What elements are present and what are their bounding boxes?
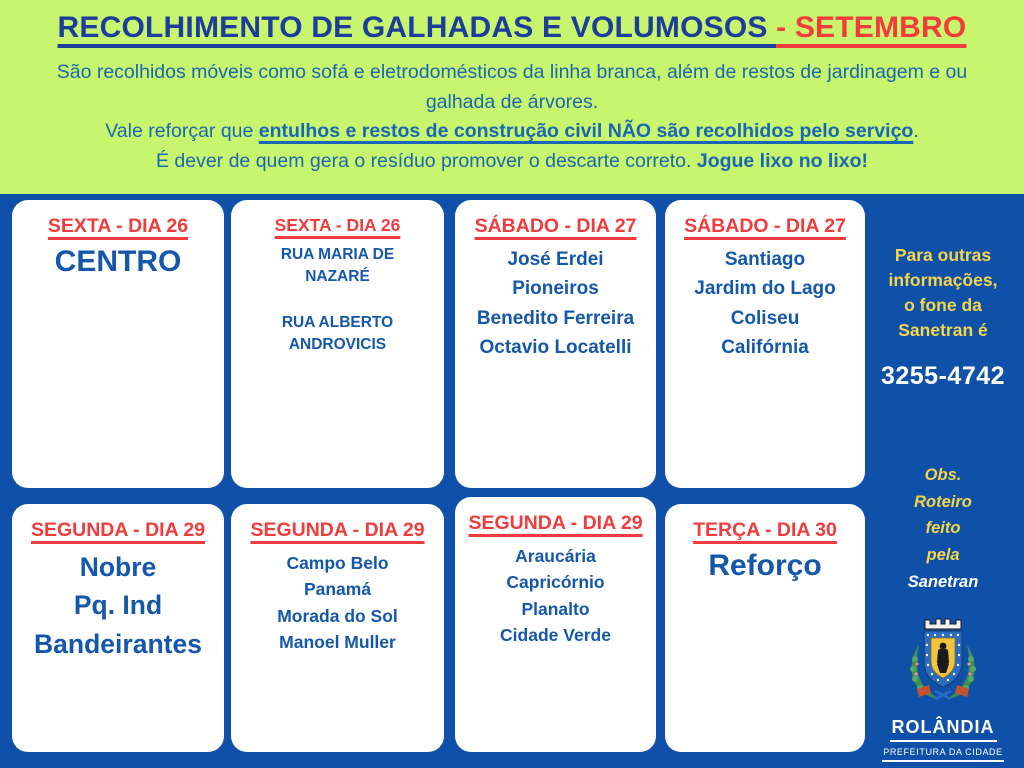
info-sidebar [862, 194, 1024, 768]
schedule-card-sexta-centro [12, 200, 224, 488]
schedule-card-sabado-2 [665, 200, 865, 488]
area-line: Manoel Muller [279, 631, 396, 652]
area-line: Octavio Locatelli [479, 337, 632, 359]
obs-line: Obs. [924, 466, 962, 484]
page-title [0, 11, 1024, 45]
header-description [32, 58, 992, 177]
card-areas [665, 245, 865, 363]
area-line: Bandeirantes [34, 628, 202, 659]
area-line: Benedito Ferreira [476, 307, 635, 329]
area-line: Santiago [724, 249, 806, 270]
area-line: Campo Belo [286, 553, 389, 573]
area-line: Morada do Sol [277, 605, 398, 626]
info-line: o fone da [904, 294, 982, 315]
city-name: ROLÂNDIA [890, 717, 997, 742]
card-day-label: SEGUNDA - DIA 29 [30, 519, 206, 541]
area-line: Califórnia [721, 337, 809, 359]
obs-line: feito [925, 519, 961, 538]
card-day-label: SEXTA - DIA 26 [47, 215, 189, 237]
area-line: Cidade Verde [500, 624, 611, 645]
area-line: José Erdei [507, 249, 604, 270]
area-line: Jardim do Lago [694, 278, 836, 300]
area-line: Planalto [521, 598, 590, 619]
obs-org-name: Sanetran [907, 572, 979, 591]
area-line: CENTRO [54, 245, 182, 278]
city-signature [862, 717, 1024, 762]
rolandia-coat-of-arms-icon [905, 615, 981, 709]
area-line: Coliseu [730, 307, 800, 329]
duty-text [32, 147, 992, 177]
card-areas [231, 244, 444, 356]
schedule-card-segunda-2 [231, 504, 444, 752]
card-areas [455, 245, 656, 363]
notice-emphasis: entulhos e restos de construção civil NÃO são recolhidos pelo serviço [258, 120, 914, 143]
area-line: Pioneiros [512, 278, 599, 300]
area-line: Nobre [79, 552, 157, 582]
card-day-label: SÁBADO - DIA 27 [684, 215, 846, 237]
area-line: RUA ALBERTO ANDROVICIS [281, 314, 394, 353]
notice-text [32, 117, 992, 147]
card-areas [455, 543, 656, 648]
notice-prefix: Vale reforçar que [105, 120, 259, 143]
area-line: Araucária [515, 546, 596, 566]
city-subtitle: PREFEITURA DA CIDADE [882, 746, 1004, 762]
obs-line: Roteiro [914, 492, 972, 511]
card-areas [12, 245, 224, 279]
area-line: Capricórnio [506, 572, 605, 593]
schedule-card-terca [665, 504, 865, 752]
card-day-label: SEGUNDA - DIA 29 [250, 519, 425, 541]
card-day-label: TERÇA - DIA 30 [693, 519, 837, 541]
duty-prefix: É dever de quem gera o resíduo promover o descarte correto. [155, 149, 697, 172]
sanetran-info-text [866, 243, 1020, 342]
card-day-label: SEXTA - DIA 26 [274, 215, 401, 235]
card-areas [231, 550, 444, 655]
area-line: RUA MARIA DE NAZARÉ [280, 246, 395, 285]
obs-note [862, 462, 1024, 596]
info-line: informações, [888, 269, 998, 290]
card-day-label: SÁBADO - DIA 27 [474, 215, 637, 237]
obs-line: pela [926, 546, 960, 565]
schedule-card-segunda-3 [455, 497, 656, 752]
schedule-card-segunda-1 [12, 504, 224, 752]
schedule-card-sexta-ruas [231, 200, 444, 488]
card-areas [665, 549, 865, 583]
duty-emphasis: Jogue lixo no lixo! [696, 149, 869, 172]
info-line: Sanetran é [898, 319, 988, 340]
area-line: Pq. Ind [73, 590, 163, 621]
sanetran-phone-number: 3255-4742 [880, 362, 1006, 390]
card-areas [12, 548, 224, 663]
area-line: Panamá [303, 579, 372, 600]
notice-suffix: . [913, 120, 919, 143]
title-accent: - SETEMBRO [776, 11, 967, 44]
schedule-card-sabado-1 [455, 200, 656, 488]
area-line: Reforço [708, 549, 822, 582]
intro-text: São recolhidos móveis como sofá e eletrodomésticos da linha branca, além de restos de jardinagem e ou galhada de árvores. [56, 61, 968, 113]
title-main: RECOLHIMENTO DE GALHADAS E VOLUMOSOS [57, 11, 777, 44]
info-line: Para outras [894, 245, 992, 265]
card-day-label: SEGUNDA - DIA 29 [468, 512, 643, 534]
header-banner [0, 0, 1024, 194]
